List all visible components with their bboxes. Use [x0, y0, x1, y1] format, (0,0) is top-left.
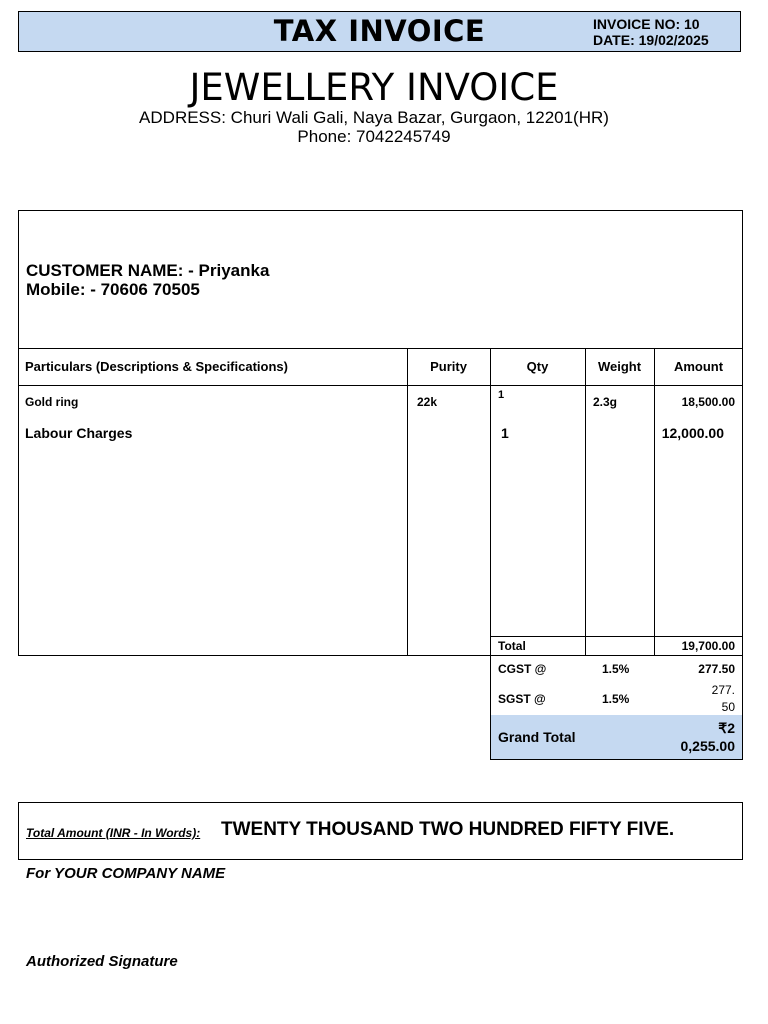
sgst-value: [654, 682, 735, 716]
cgst-value: 277.50: [698, 662, 735, 676]
grand-total-value-line: 0,255.00: [680, 738, 735, 754]
row-amount: 18,500.00: [681, 395, 735, 409]
company-name-line: For YOUR COMPANY NAME: [26, 865, 226, 882]
cgst-label: CGST @: [498, 662, 547, 676]
grand-total-value: [654, 719, 735, 755]
column-header-amount: Amount: [673, 359, 724, 374]
sgst-value-line: 50: [721, 700, 735, 714]
column-divider: [490, 348, 491, 656]
invoice-number: INVOICE NO: 10: [593, 16, 700, 32]
cgst-rate: 1.5%: [602, 662, 630, 676]
grand-total-label: Grand Total: [498, 729, 576, 745]
document-title: TAX INVOICE: [273, 14, 486, 48]
authorized-signature: Authorized Signature: [26, 953, 178, 970]
column-header-qty: Qty: [526, 359, 549, 374]
grand-total-value-line: ₹2: [718, 720, 735, 736]
row-amount: 12,000.00: [661, 425, 724, 441]
sgst-value-line: 277.: [711, 683, 735, 697]
shop-phone: Phone: 7042245749: [297, 127, 451, 146]
customer-name: CUSTOMER NAME: - Priyanka: [26, 261, 270, 280]
table-header-bottom-border: [18, 385, 743, 386]
total-label: Total: [498, 639, 526, 653]
row-particulars: Labour Charges: [25, 425, 133, 441]
shop-address: ADDRESS: Churi Wali Gali, Naya Bazar, Gurgaon, 12201(HR): [139, 108, 609, 127]
row-purity: 22k: [417, 395, 438, 409]
table-header-top-border: [18, 348, 743, 349]
amount-in-words-label: Total Amount (INR - In Words):: [26, 826, 201, 840]
row-qty: 1: [498, 389, 505, 401]
column-divider: [585, 348, 586, 656]
row-weight: 2.3g: [593, 395, 618, 409]
sgst-label: SGST @: [498, 692, 546, 706]
column-header-purity: Purity: [430, 359, 467, 374]
invoice-date: DATE: 19/02/2025: [593, 32, 709, 48]
row-particulars: Gold ring: [25, 395, 79, 409]
row-qty: 1: [501, 425, 509, 441]
invoice-meta: [593, 16, 709, 48]
column-divider: [407, 348, 408, 656]
amount-in-words-value: TWENTY THOUSAND TWO HUNDRED FIFTY FIVE.: [221, 819, 675, 840]
total-value: 19,700.00: [681, 639, 735, 653]
total-row-top-border: [490, 636, 743, 637]
column-header-particulars: Particulars (Descriptions & Specifications): [25, 359, 288, 374]
column-header-weight: Weight: [597, 359, 642, 374]
sgst-rate: 1.5%: [602, 692, 630, 706]
shop-name: JEWELLERY INVOICE: [189, 66, 559, 109]
customer-mobile: Mobile: - 70606 70505: [26, 280, 200, 299]
